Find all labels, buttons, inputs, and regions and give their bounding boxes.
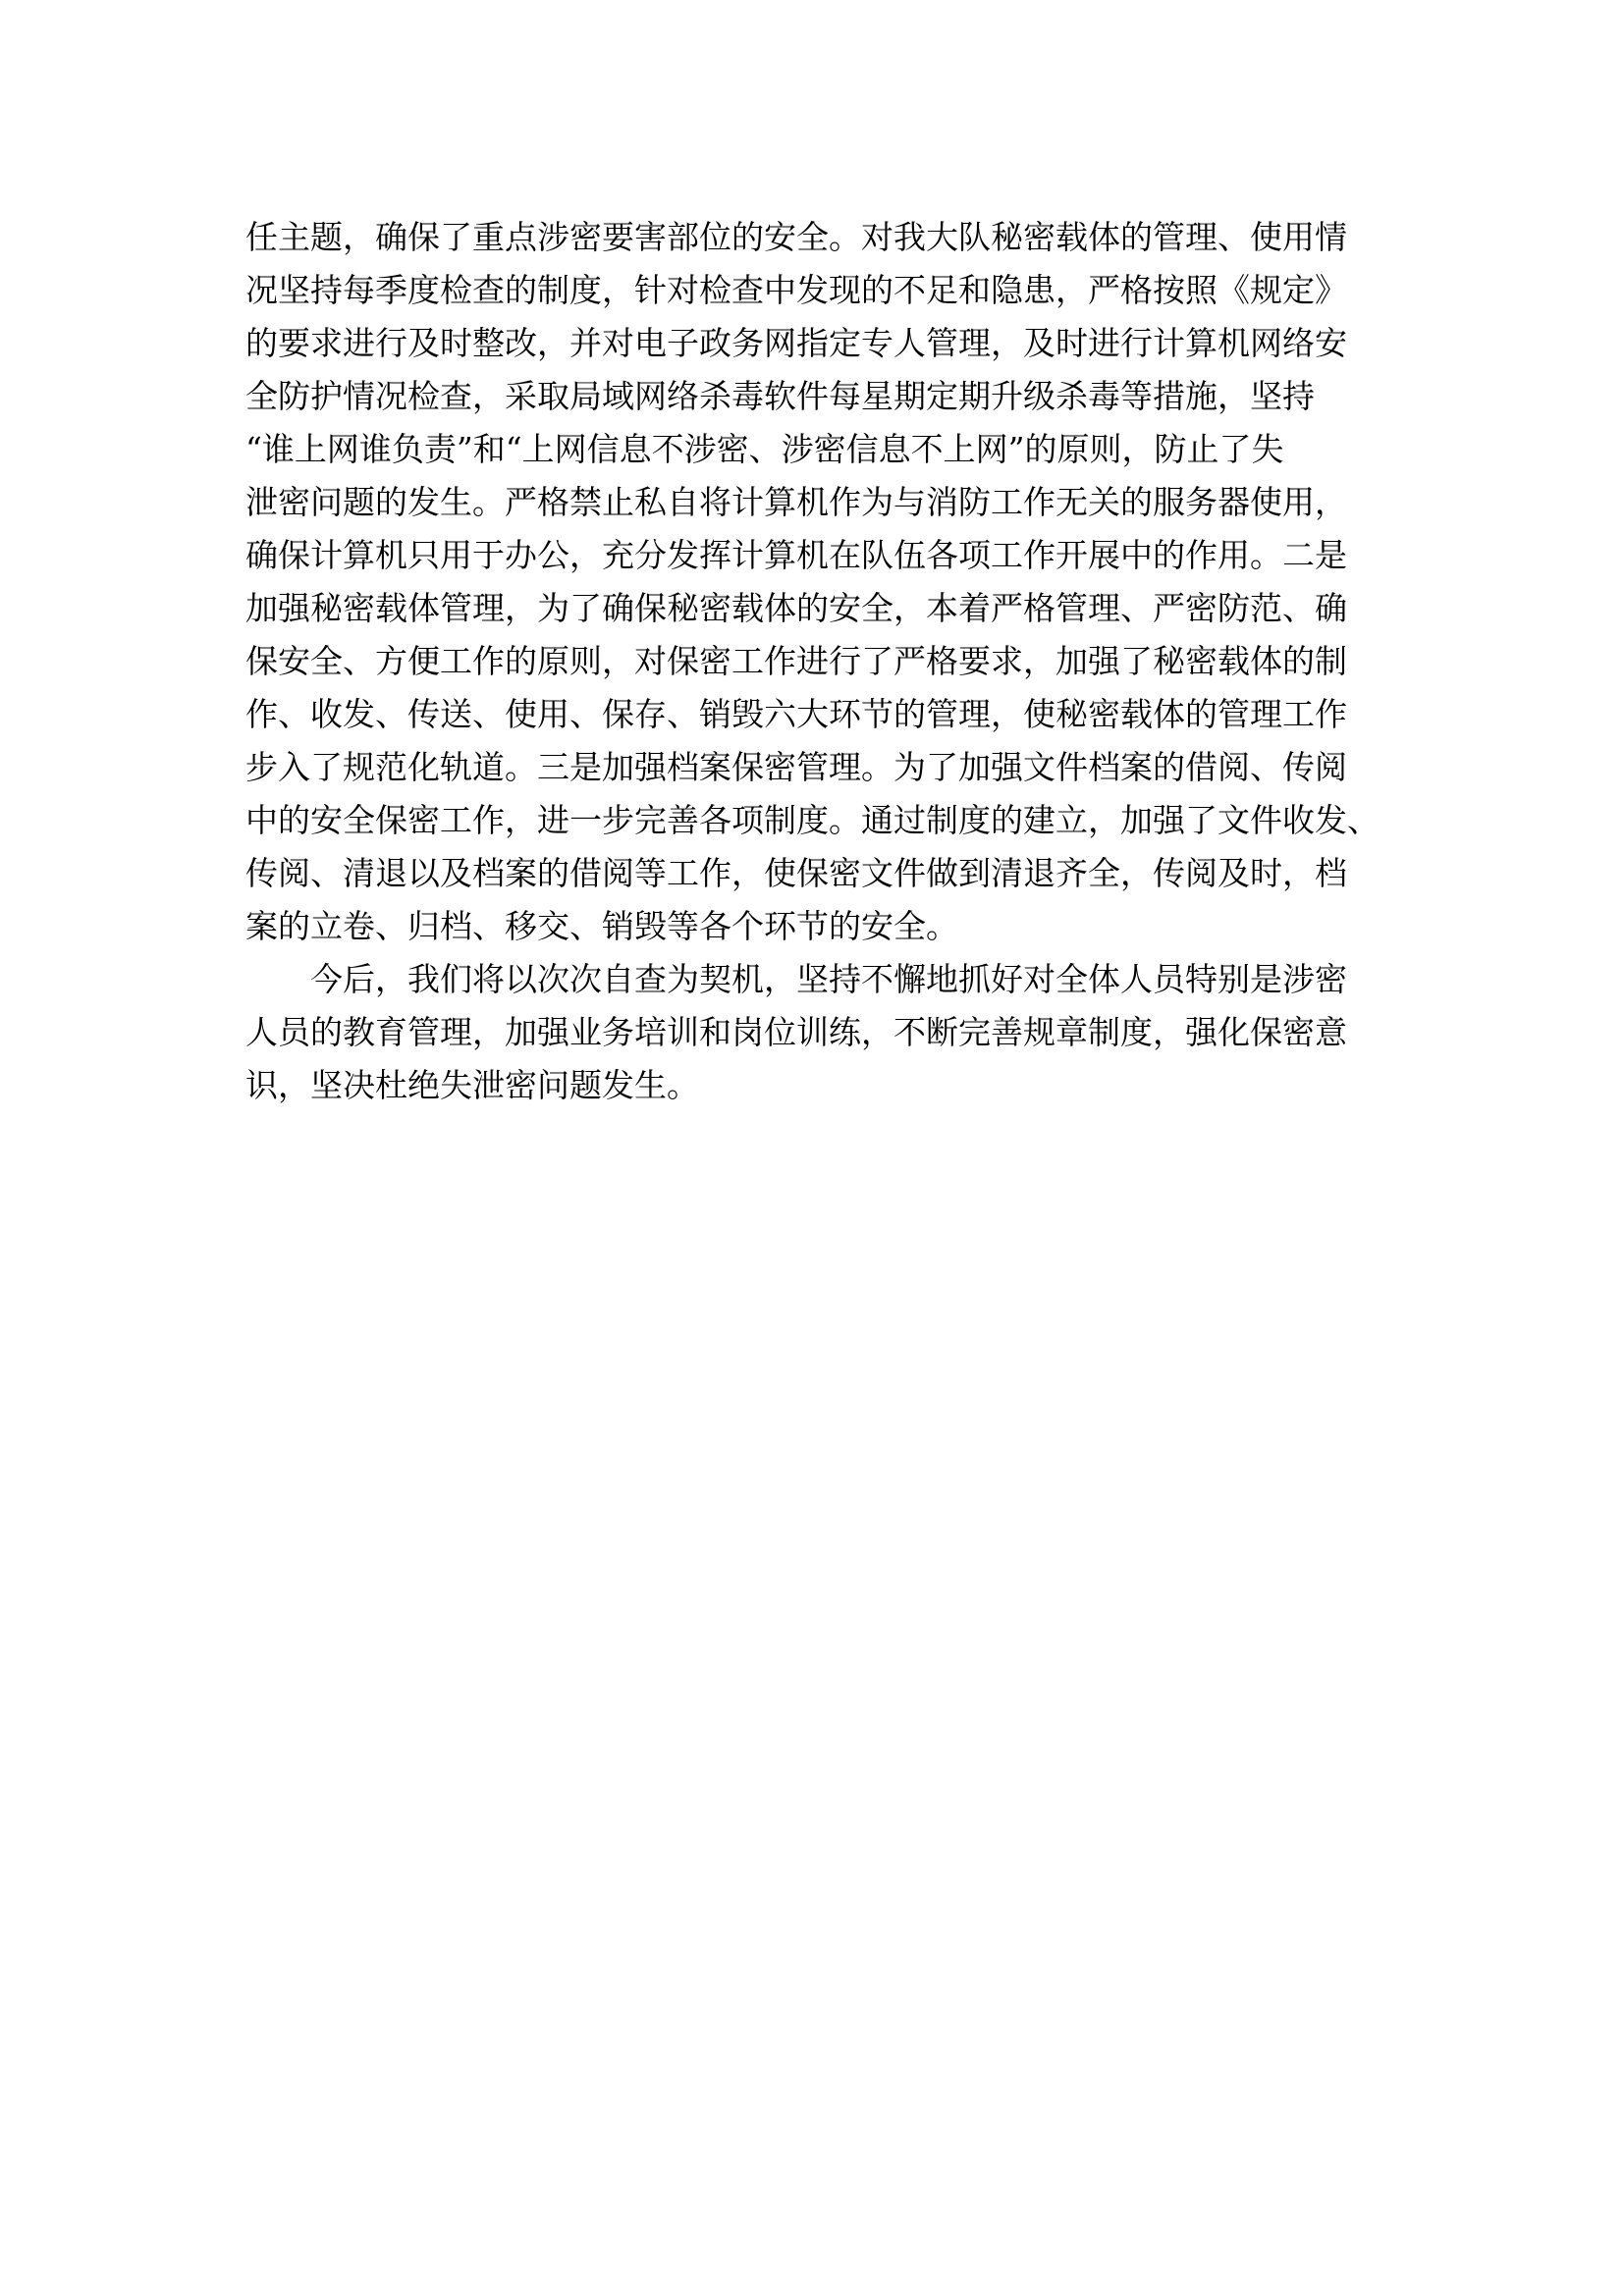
text-line: 作、收发、传送、使用、保存、销毁六大环节的管理，使秘密载体的管理工作 — [245, 695, 1347, 733]
text-line: 保安全、方便工作的原则，对保密工作进行了严格要求，加强了秘密载体的制 — [245, 642, 1347, 680]
text-line: 中的安全保密工作，进一步完善各项制度。通过制度的建立，加强了文件收发、 — [245, 801, 1380, 839]
text-line: 确保计算机只用于办公，充分发挥计算机在队伍各项工作开展中的作用。二是 — [245, 536, 1347, 574]
text-line: 传阅、清退以及档案的借阅等工作，使保密文件做到清退齐全，传阅及时，档 — [245, 854, 1347, 892]
text-line: 况坚持每季度检查的制度，针对检查中发现的不足和隐患，严格按照《规定》 — [245, 271, 1347, 309]
text-line: 任主题，确保了重点涉密要害部位的安全。对我大队秘密载体的管理、使用情 — [245, 218, 1347, 256]
text-line: 全防护情况检查，采取局域网络杀毒软件每星期定期升级杀毒等措施，坚持 — [245, 377, 1315, 415]
text-line: 步入了规范化轨道。三是加强档案保密管理。为了加强文件档案的借阅、传阅 — [245, 748, 1347, 786]
text-line: 泄密问题的发生。严格禁止私自将计算机作为与消防工作无关的服务器使用， — [245, 483, 1347, 521]
text-line: 加强秘密载体管理，为了确保秘密载体的安全，本着严格管理、严密防范、确 — [245, 589, 1347, 627]
document-body — [245, 211, 1404, 1112]
paragraph-start-line: 今后，我们将以次次自查为契机，坚持不懈地抓好对全体人员特别是涉密 — [310, 960, 1347, 998]
text-line: 的要求进行及时整改，并对电子政务网指定专人管理，及时进行计算机网络安 — [245, 324, 1347, 362]
text-line: “谁上网谁负责”和“上网信息不涉密、涉密信息不上网”的原则，防止了失 — [245, 430, 1284, 468]
text-line: 识，坚决杜绝失泄密问题发生。 — [245, 1066, 699, 1104]
text-line: 人员的教育管理，加强业务培训和岗位训练，不断完善规章制度，强化保密意 — [245, 1013, 1347, 1051]
text-line: 案的立卷、归档、移交、销毁等各个环节的安全。 — [245, 907, 958, 945]
